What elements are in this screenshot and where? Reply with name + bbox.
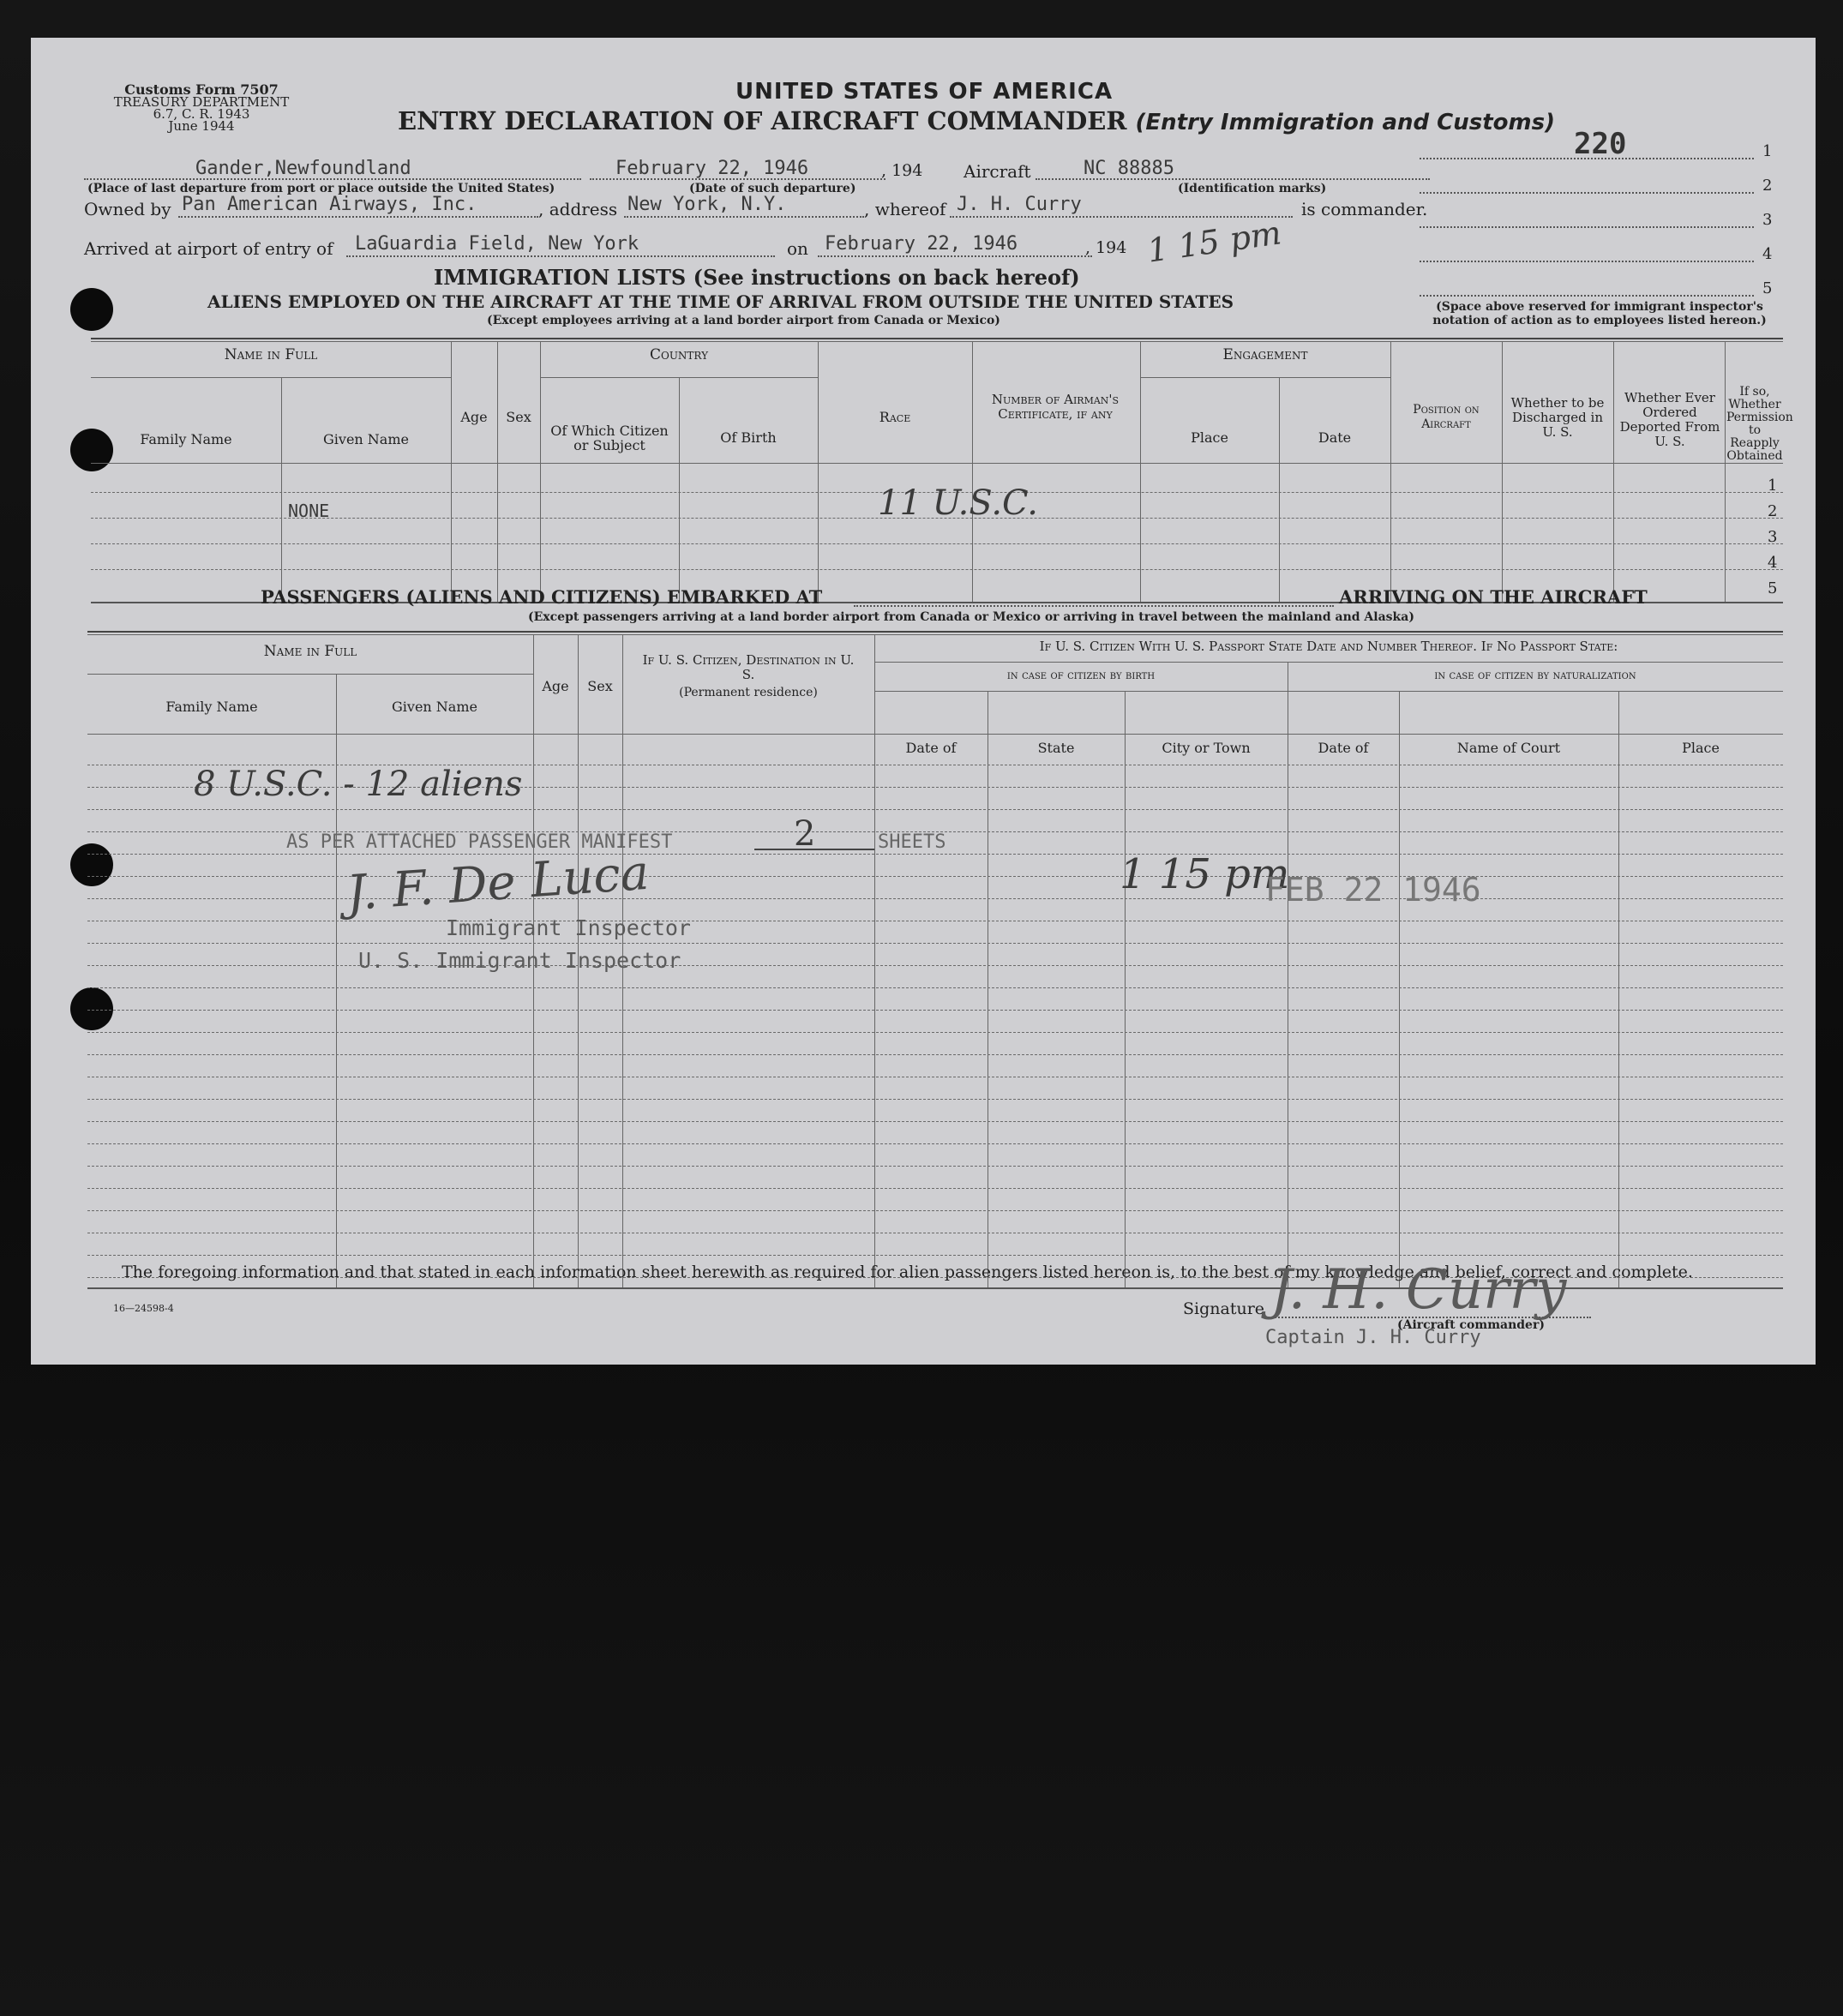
passenger-row-line	[87, 1166, 1783, 1167]
signature-label: Signature	[1183, 1299, 1265, 1318]
passenger-row-line	[87, 943, 1783, 944]
departure-date-value: February 22, 1946	[615, 158, 809, 179]
form-number: Customs Form 7507	[124, 81, 279, 98]
owned-by-label: Owned by	[84, 199, 171, 219]
passengers-table	[87, 631, 1783, 1291]
form-cfr: 6.7, C. R. 1943	[153, 106, 250, 122]
col-name-in-full: Name in Full	[224, 346, 318, 363]
arrival-year-suffix: , 194	[1085, 238, 1127, 257]
form-title-text: ENTRY DECLARATION OF AIRCRAFT COMMANDER	[398, 106, 1127, 135]
form-department: TREASURY DEPARTMENT	[113, 94, 290, 110]
margin-note: (Space above reserved for immigrant inspector's notation of action as to employees listed hereon.)	[1432, 300, 1767, 327]
inspector-title-1: Immigrant Inspector	[446, 915, 691, 940]
passengers-note: (Except passengers arriving at a land border airport from Canada or Mexico or arriving in travel between the mainland and Alaska)	[528, 610, 1414, 624]
immigration-note: (Except employees arriving at a land border airport from Canada or Mexico)	[487, 314, 1000, 327]
pass-col-given-name: Given Name	[392, 699, 477, 715]
commander-signature: J. H. Curry	[1270, 1258, 1567, 1322]
manifest-text: AS PER ATTACHED PASSENGER MANIFEST	[286, 831, 673, 853]
row-number: 1	[1768, 477, 1778, 495]
form-date: June 1944	[168, 118, 235, 134]
country-heading: UNITED STATES OF AMERICA	[735, 79, 1114, 105]
col-of-birth: Of Birth	[720, 429, 777, 446]
whereof-label: , whereof	[864, 199, 946, 219]
margin-line-number: 3	[1762, 211, 1773, 229]
arrival-date-value: February 22, 1946	[825, 233, 1018, 255]
passenger-handwritten-note: 8 U.S.C. - 12 aliens	[194, 765, 523, 804]
address-label: , address	[538, 199, 618, 219]
commander-suffix: is commander.	[1301, 199, 1428, 219]
immigration-table	[91, 338, 1793, 603]
col-sex: Sex	[506, 409, 531, 425]
commander-typed-name: Captain J. H. Curry	[1265, 1327, 1481, 1348]
passenger-row-line	[87, 876, 1783, 877]
passenger-row-line	[87, 1143, 1783, 1144]
sheet-number: 220	[1574, 127, 1627, 161]
inspector-title-2: U. S. Immigrant Inspector	[358, 948, 681, 973]
commander-caption: (Aircraft commander)	[1397, 1318, 1545, 1332]
pass-col-by-naturalization: in case of citizen by naturalization	[1434, 669, 1636, 682]
departure-year-suffix: , 194	[881, 161, 923, 180]
margin-line-number: 4	[1762, 245, 1773, 263]
passenger-row-line	[87, 1054, 1783, 1055]
passenger-row-line	[87, 1032, 1783, 1033]
passenger-row-line	[87, 1188, 1783, 1189]
departure-place-caption: (Place of last departure from port or place outside the United States)	[87, 182, 555, 195]
passengers-title-left: PASSENGERS (ALIENS AND CITIZENS) EMBARKED AT	[261, 586, 823, 608]
passenger-row-line	[87, 1099, 1783, 1100]
arrived-label: Arrived at airport of entry of	[84, 238, 333, 259]
pass-col-date-of-naturalization: Date of	[1318, 740, 1369, 756]
row-number: 5	[1768, 579, 1778, 597]
row-number: 3	[1768, 528, 1778, 546]
pass-col-destination-sub: (Permanent residence)	[679, 686, 818, 699]
inspector-signature: J. F. De Luca	[345, 844, 651, 922]
margin-line-number: 5	[1762, 279, 1773, 297]
departure-date-caption: (Date of such departure)	[689, 182, 856, 195]
col-discharged: Whether to be Discharged in U. S.	[1510, 395, 1605, 440]
passenger-row-line	[87, 809, 1783, 810]
pass-col-family-name: Family Name	[165, 699, 258, 715]
address-value: New York, N.Y.	[627, 194, 787, 215]
manifest-count: 2	[794, 814, 816, 854]
col-place: Place	[1191, 429, 1228, 446]
aircraft-caption: (Identification marks)	[1178, 182, 1327, 195]
owner-value: Pan American Airways, Inc.	[182, 194, 477, 215]
on-label: on	[787, 238, 808, 259]
punch-hole-icon	[70, 288, 113, 331]
row-number: 2	[1768, 502, 1778, 520]
pass-col-destination: If U. S. Citizen, Destination in U. S.	[642, 652, 855, 682]
pass-col-place: Place	[1682, 740, 1720, 756]
pass-col-sex: Sex	[587, 678, 613, 694]
col-family-name: Family Name	[140, 431, 232, 447]
immigration-entry-handwritten: 11 U.S.C.	[878, 483, 1038, 523]
pass-col-date-of: Date of	[905, 740, 957, 756]
col-date: Date	[1318, 429, 1352, 446]
stamp-time-handwritten: 1 15 pm	[1120, 850, 1290, 898]
passenger-row-line	[87, 965, 1783, 966]
col-citizen-of: Of Which Citizen or Subject	[550, 423, 669, 453]
passenger-row-line	[87, 898, 1783, 899]
pass-col-city: City or Town	[1162, 740, 1251, 756]
aircraft-id-value: NC 88885	[1084, 158, 1174, 179]
inspector-notation-area	[1420, 139, 1781, 336]
declaration-text: The foregoing information and that stated in each information sheet herewith as required for alien passengers listed hereon is, to the best of my knowledge and belief, correct and complete.	[122, 1263, 1693, 1281]
pass-col-court: Name of Court	[1456, 740, 1561, 756]
col-permission: If so, Whether Permission to Reapply Obtained	[1726, 385, 1793, 463]
passenger-row-line	[87, 1210, 1783, 1211]
passenger-row-line	[87, 1121, 1783, 1122]
row-number: 4	[1768, 554, 1778, 572]
immigration-title: IMMIGRATION LISTS (See instructions on back hereof)	[434, 265, 1080, 290]
form-title-paren: (Entry Immigration and Customs)	[1135, 110, 1555, 135]
airport-value: LaGuardia Field, New York	[355, 233, 639, 255]
pass-col-by-birth: in case of citizen by birth	[1006, 669, 1156, 682]
arrival-time-handwritten: 1 15 pm	[1144, 213, 1284, 270]
margin-line-number: 1	[1762, 142, 1773, 160]
col-age: Age	[460, 409, 488, 425]
passenger-row-line	[87, 1010, 1783, 1011]
passengers-heading	[82, 583, 1780, 634]
pass-col-name-in-full: Name in Full	[263, 643, 357, 660]
pass-col-passport-note: If U. S. Citizen With U. S. Passport State Date and Number Thereof. If No Passport State:	[1039, 639, 1618, 654]
aircraft-label: Aircraft	[964, 161, 1031, 182]
passengers-title-right: ARRIVING ON THE AIRCRAFT	[1339, 586, 1648, 608]
pass-col-age: Age	[542, 678, 569, 694]
pass-col-state: State	[1037, 740, 1075, 756]
form-title	[398, 106, 1555, 135]
passenger-row-line	[87, 987, 1783, 988]
col-certificate: Number of Airman's Certificate, if any	[991, 392, 1120, 422]
immigration-subtitle: ALIENS EMPLOYED ON THE AIRCRAFT AT THE TIME OF ARRIVAL FROM OUTSIDE THE UNITED STATES	[207, 291, 1234, 312]
manifest-sheets: SHEETS	[878, 831, 946, 853]
col-country: Country	[649, 346, 709, 363]
immigration-entry-none: NONE	[288, 501, 330, 521]
form-code: 16—24598-4	[113, 1303, 174, 1314]
col-position: Position on Aircraft	[1413, 403, 1480, 431]
passenger-row-line	[87, 1255, 1783, 1256]
passenger-row-line	[87, 854, 1783, 855]
date-stamp: FEB 22 1946	[1265, 871, 1481, 909]
commander-value: J. H. Curry	[957, 194, 1082, 215]
col-deported: Whether Ever Ordered Deported From U. S.	[1619, 390, 1720, 449]
margin-line-number: 2	[1762, 177, 1773, 195]
col-engagement: Engagement	[1222, 346, 1308, 363]
form-identification	[111, 81, 291, 134]
col-given-name: Given Name	[323, 431, 409, 447]
col-race: Race	[879, 409, 911, 425]
departure-place-value: Gander,Newfoundland	[195, 158, 411, 179]
form-paper	[31, 38, 1816, 1365]
